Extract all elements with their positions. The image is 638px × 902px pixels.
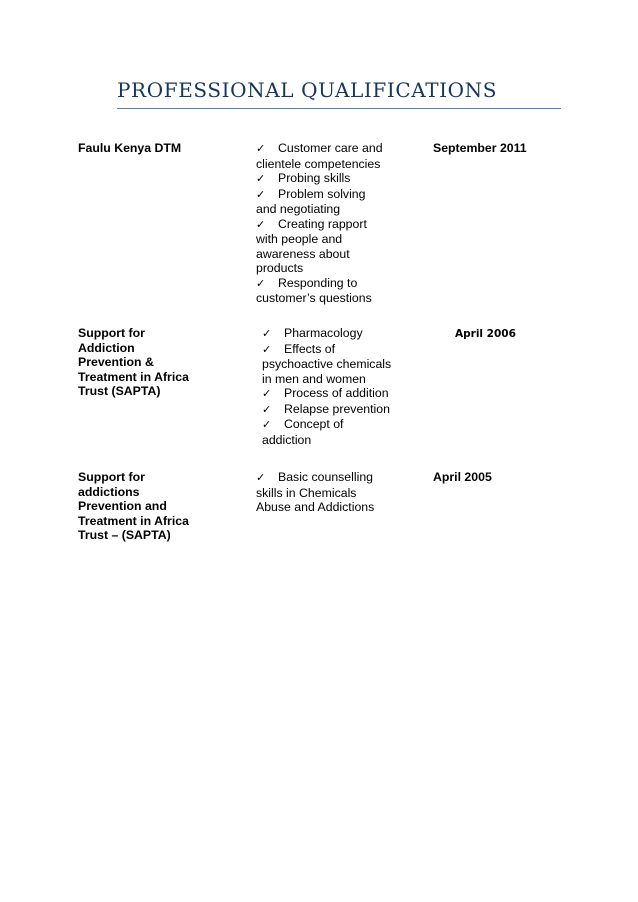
completion-date: April 2006 <box>455 328 516 340</box>
checkmark-icon: ✓ <box>256 142 266 155</box>
institution-line: Addiction <box>78 340 135 355</box>
list-item: ✓ Customer care and clientele competencies <box>256 141 383 171</box>
institution-name <box>78 470 218 543</box>
list-item: ✓ Pharmacology <box>262 326 363 340</box>
course-list <box>262 326 391 447</box>
institution-line: Support for <box>78 470 145 484</box>
institution-line: Support for <box>78 326 145 340</box>
checkmark-icon: ✓ <box>262 387 272 400</box>
list-item: ✓ Basic counselling skills in Chemicals Abuse and Addictions <box>256 470 375 514</box>
institution-line: addictions <box>78 484 140 499</box>
checkmark-icon: ✓ <box>256 471 266 484</box>
institution-name <box>78 141 218 156</box>
course-list <box>256 141 383 306</box>
institution-line: Trust – (SAPTA) <box>78 528 171 542</box>
checkmark-icon: ✓ <box>256 217 266 231</box>
list-item: ✓ Concept of addiction <box>262 417 344 447</box>
list-item: ✓ Problem solving and negotiating <box>256 186 366 216</box>
institution-line: Prevention and <box>78 499 167 513</box>
list-item: ✓ Process of addition <box>262 386 389 400</box>
institution-line: Faulu Kenya DTM <box>78 141 182 155</box>
checkmark-icon: ✓ <box>256 172 266 185</box>
checkmark-icon: ✓ <box>256 187 266 201</box>
checkmark-icon: ✓ <box>262 402 272 416</box>
institution-line: Prevention & <box>78 355 154 369</box>
completion-date: September 2011 <box>433 141 527 155</box>
institution-name <box>78 326 218 399</box>
list-item: ✓ Effects of psychoactive chemicals in men and women <box>262 341 392 386</box>
institution-line: Trust (SAPTA) <box>78 384 161 398</box>
title-underline <box>117 108 561 109</box>
page-title: PROFESSIONAL QUALIFICATIONS <box>117 78 498 102</box>
course-list <box>256 470 374 515</box>
list-item: ✓ Probing skills <box>256 171 351 185</box>
list-item: ✓ Relapse prevention <box>262 401 390 416</box>
institution-line: Treatment in Africa <box>78 513 189 528</box>
checkmark-icon: ✓ <box>262 418 272 431</box>
completion-date: April 2005 <box>433 470 492 484</box>
institution-line: Treatment in Africa <box>78 369 189 384</box>
checkmark-icon: ✓ <box>262 327 272 340</box>
list-item: ✓ Creating rapport with people and awareness about products <box>256 216 367 275</box>
checkmark-icon: ✓ <box>262 342 272 356</box>
list-item: ✓ Responding to customer’s questions <box>256 275 372 305</box>
checkmark-icon: ✓ <box>256 276 266 290</box>
